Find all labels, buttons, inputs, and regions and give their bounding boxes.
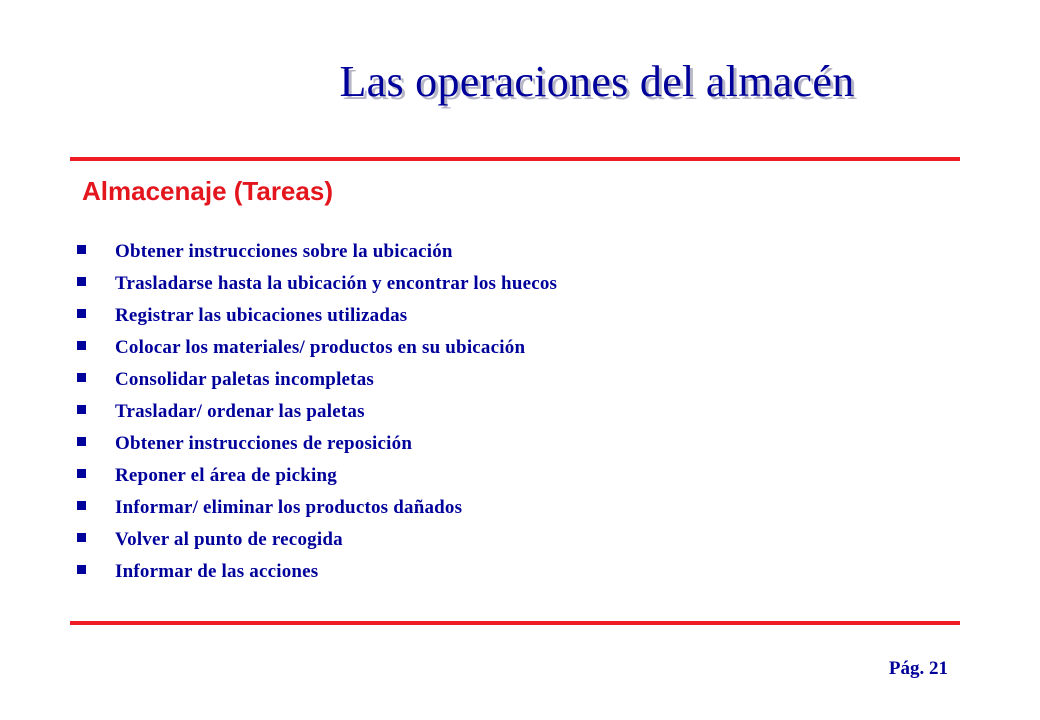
square-bullet-icon: [77, 373, 86, 382]
list-item: [76, 300, 557, 332]
task-text: Informar/ eliminar los productos dañados: [115, 497, 463, 518]
square-bullet-icon: [77, 533, 86, 542]
task-list: [76, 236, 557, 588]
list-item: [76, 428, 557, 460]
square-bullet-icon: [77, 437, 86, 446]
task-text: Reponer el área de picking: [115, 465, 337, 486]
list-item: [76, 364, 557, 396]
square-bullet-icon: [77, 565, 86, 574]
square-bullet-icon: [77, 309, 86, 318]
task-text: Colocar los materiales/ productos en su ubicación: [115, 337, 526, 358]
task-text: Consolidar paletas incompletas: [115, 369, 375, 390]
task-text: Informar de las acciones: [115, 561, 319, 582]
task-text: Obtener instrucciones de reposición: [115, 433, 413, 454]
slide-title: Las operaciones del almacén: [339, 57, 855, 106]
square-bullet-icon: [77, 501, 86, 510]
bottom-divider-line: [70, 621, 960, 625]
task-text: Trasladar/ ordenar las paletas: [115, 401, 365, 422]
square-bullet-icon: [77, 245, 86, 254]
top-divider-line: [70, 157, 960, 161]
square-bullet-icon: [77, 469, 86, 478]
list-item: [76, 556, 557, 588]
list-item: [76, 332, 557, 364]
list-item: [76, 396, 557, 428]
square-bullet-icon: [77, 405, 86, 414]
list-item: [76, 268, 557, 300]
square-bullet-icon: [77, 277, 86, 286]
list-item: [76, 460, 557, 492]
list-item: [76, 236, 557, 268]
task-text: Trasladarse hasta la ubicación y encontrar los huecos: [115, 273, 558, 294]
task-text: Registrar las ubicaciones utilizadas: [115, 305, 408, 326]
list-item: [76, 492, 557, 524]
section-heading: Almacenaje (Tareas): [82, 176, 333, 206]
square-bullet-icon: [77, 341, 86, 350]
page-number: Pág. 21: [888, 658, 948, 679]
task-text: Obtener instrucciones sobre la ubicación: [115, 241, 453, 262]
list-item: [76, 524, 557, 556]
task-text: Volver al punto de recogida: [115, 529, 343, 550]
